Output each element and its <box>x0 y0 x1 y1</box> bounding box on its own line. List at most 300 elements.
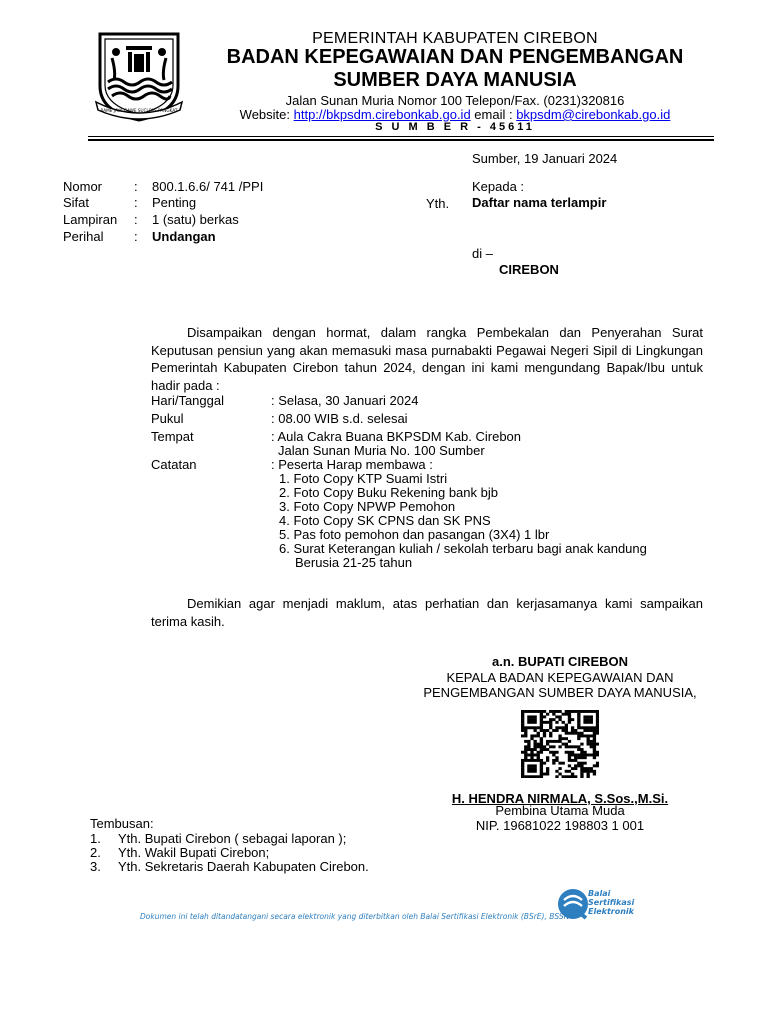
qr-module <box>555 751 558 754</box>
qr-module <box>565 743 568 746</box>
qr-module <box>583 721 586 724</box>
qr-module <box>546 756 549 759</box>
qr-module <box>593 754 596 757</box>
qr-module <box>530 775 533 778</box>
qr-module <box>587 737 590 740</box>
qr-module <box>590 715 593 718</box>
qr-module <box>583 762 586 765</box>
qr-module <box>583 756 586 759</box>
qr-module <box>540 740 543 743</box>
qr-module <box>558 737 561 740</box>
qr-module <box>596 721 599 724</box>
qr-module <box>533 740 536 743</box>
qr-module <box>571 767 574 770</box>
header-divider-thick <box>88 139 714 141</box>
qr-module <box>533 718 536 721</box>
qr-module <box>577 713 580 716</box>
qr-module <box>546 773 549 776</box>
tembusan-num: 1. <box>90 831 101 846</box>
qr-module <box>530 759 533 762</box>
qr-module <box>580 743 583 746</box>
qr-module <box>524 748 527 751</box>
qr-module <box>571 751 574 754</box>
qr-module <box>546 770 549 773</box>
qr-module <box>562 713 565 716</box>
detail-value-pukul: : 08.00 WIB s.d. selesai <box>271 411 408 426</box>
qr-module <box>540 724 543 727</box>
detail-value-tempat-2: Jalan Sunan Muria No. 100 Sumber <box>278 443 485 458</box>
qr-module <box>562 743 565 746</box>
qr-module <box>527 770 530 773</box>
qr-module <box>593 732 596 735</box>
signatory-nip: NIP. 19681022 198803 1 001 <box>475 818 645 833</box>
qr-module <box>593 710 596 713</box>
qr-module <box>524 732 527 735</box>
qr-module <box>533 754 536 757</box>
qr-module <box>593 748 596 751</box>
qr-module <box>577 726 580 729</box>
qr-module <box>571 729 574 732</box>
qr-module <box>583 718 586 721</box>
qr-module <box>593 745 596 748</box>
qr-module <box>590 745 593 748</box>
agency-name-line2: SUMBER DAYA MANUSIA <box>333 69 577 91</box>
qr-module <box>562 762 565 765</box>
qr-module <box>587 729 590 732</box>
qr-module <box>552 710 555 713</box>
qr-module <box>537 759 540 762</box>
qr-module <box>593 740 596 743</box>
qr-module <box>583 734 586 737</box>
qr-module <box>552 759 555 762</box>
qr-module <box>543 721 546 724</box>
qr-module <box>577 734 580 737</box>
qr-module <box>562 737 565 740</box>
qr-module <box>533 745 536 748</box>
qr-module <box>574 756 577 759</box>
qr-module <box>521 751 524 754</box>
qr-module <box>537 756 540 759</box>
qr-module <box>540 775 543 778</box>
meta-colon: : <box>134 229 138 244</box>
qr-module <box>524 745 527 748</box>
qr-module <box>574 732 577 735</box>
qr-module <box>590 721 593 724</box>
tembusan-item: Yth. Bupati Cirebon ( sebagai laporan ); <box>118 831 347 846</box>
qr-module <box>583 767 586 770</box>
qr-module <box>596 743 599 746</box>
website-label: Website: <box>239 107 294 122</box>
qr-module <box>565 775 568 778</box>
qr-module <box>568 756 571 759</box>
qr-module <box>521 775 524 778</box>
qr-module <box>537 743 540 746</box>
qr-module <box>540 710 543 713</box>
qr-module <box>549 726 552 729</box>
qr-module <box>546 721 549 724</box>
qr-module <box>552 754 555 757</box>
qr-module <box>587 718 590 721</box>
qr-module <box>540 762 543 765</box>
qr-module <box>587 726 590 729</box>
tembusan-item: Yth. Wakil Bupati Cirebon; <box>118 845 270 860</box>
qr-module <box>527 715 530 718</box>
qr-module <box>558 718 561 721</box>
qr-module <box>527 745 530 748</box>
qr-module <box>596 764 599 767</box>
qr-module <box>580 734 583 737</box>
qr-module <box>540 767 543 770</box>
qr-module <box>540 737 543 740</box>
qr-module <box>527 743 530 746</box>
qr-module <box>577 756 580 759</box>
qr-module <box>577 724 580 727</box>
qr-module <box>543 745 546 748</box>
qr-module <box>574 759 577 762</box>
closing-paragraph: Demikian agar menjadi maklum, atas perhatian dan kerjasamanya kami sampaikan terima kasih. <box>151 596 703 629</box>
signature-an: a.n. BUPATI CIREBON <box>491 654 629 669</box>
qr-module <box>577 732 580 735</box>
qr-module <box>527 754 530 757</box>
qr-module <box>574 754 577 757</box>
tembusan-num: 3. <box>90 859 101 874</box>
qr-module <box>574 764 577 767</box>
qr-module <box>540 748 543 751</box>
tembusan-num: 2. <box>90 845 101 860</box>
qr-module <box>552 751 555 754</box>
qr-module <box>596 710 599 713</box>
bsre-line2: Sertifikasi <box>588 898 635 907</box>
meta-label-lampiran: Lampiran <box>63 212 118 227</box>
qr-module <box>537 745 540 748</box>
qr-module <box>577 718 580 721</box>
qr-module <box>527 726 530 729</box>
qr-module <box>590 743 593 746</box>
email-link[interactable]: bkpsdm@cirebonkab.go.id <box>516 107 671 122</box>
qr-module <box>530 754 533 757</box>
qr-module <box>562 729 565 732</box>
qr-module <box>577 762 580 765</box>
qr-module <box>521 773 524 776</box>
qr-module <box>558 773 561 776</box>
qr-module <box>555 710 558 713</box>
qr-module <box>533 721 536 724</box>
qr-module <box>524 759 527 762</box>
e-signature-note: Dokumen ini telah ditandatangani secara elektronik yang diterbitkan oleh Balai Sertifikasi Elektronik (BSrE), BSSN <box>140 912 570 921</box>
qr-module <box>568 775 571 778</box>
qr-module <box>540 751 543 754</box>
qr-module <box>546 759 549 762</box>
bsre-line1: Balai <box>588 889 611 898</box>
qr-module <box>521 718 524 721</box>
meta-label-sifat: Sifat <box>63 195 90 210</box>
qr-module <box>580 773 583 776</box>
qr-module <box>521 713 524 716</box>
qr-module <box>596 713 599 716</box>
qr-module <box>530 756 533 759</box>
qr-module <box>580 770 583 773</box>
qr-module <box>533 764 536 767</box>
recipient-yth: Yth. <box>426 196 450 211</box>
qr-module <box>549 710 552 713</box>
qr-module <box>583 754 586 757</box>
qr-module <box>590 770 593 773</box>
list-item-continuation: Berusia 21-25 tahun <box>295 555 413 570</box>
qr-module <box>530 734 533 737</box>
detail-label-tempat: Tempat <box>151 429 194 444</box>
qr-module <box>565 770 568 773</box>
qr-module <box>540 759 543 762</box>
qr-module <box>530 726 533 729</box>
qr-module <box>521 726 524 729</box>
meta-value-perihal: Undangan <box>152 229 216 244</box>
qr-module <box>568 740 571 743</box>
qr-module <box>558 762 561 765</box>
qr-module <box>527 775 530 778</box>
qr-module <box>537 726 540 729</box>
qr-module <box>571 718 574 721</box>
qr-module <box>583 729 586 732</box>
qr-module <box>546 740 549 743</box>
qr-module <box>524 751 527 754</box>
detail-value-tempat: : Aula Cakra Buana BKPSDM Kab. Cirebon <box>271 429 522 444</box>
qr-module <box>527 740 530 743</box>
qr-module <box>524 754 527 757</box>
qr-module <box>540 715 543 718</box>
qr-module <box>587 770 590 773</box>
qr-module <box>543 773 546 776</box>
qr-module <box>533 759 536 762</box>
recipient-city: CIREBON <box>499 262 559 277</box>
email-label: email : <box>470 107 517 122</box>
place-date: Sumber, 19 Januari 2024 <box>472 151 618 166</box>
qr-module <box>530 767 533 770</box>
list-item: 5. Pas foto pemohon dan pasangan (3X4) 1 lbr <box>279 527 550 542</box>
qr-module <box>540 718 543 721</box>
qr-module <box>565 732 568 735</box>
header-divider <box>88 136 714 137</box>
qr-module <box>593 764 596 767</box>
qr-module <box>521 767 524 770</box>
qr-module <box>537 754 540 757</box>
qr-module <box>565 726 568 729</box>
qr-module <box>590 729 593 732</box>
qr-module <box>533 775 536 778</box>
qr-module <box>549 724 552 727</box>
qr-module <box>558 740 561 743</box>
qr-module <box>540 773 543 776</box>
qr-module <box>549 740 552 743</box>
qr-module <box>571 773 574 776</box>
qr-module <box>555 775 558 778</box>
qr-module <box>587 754 590 757</box>
qr-module <box>565 724 568 727</box>
qr-module <box>543 710 546 713</box>
qr-module <box>593 737 596 740</box>
qr-module <box>533 767 536 770</box>
qr-module <box>587 710 590 713</box>
qr-module <box>574 775 577 778</box>
list-item: 2. Foto Copy Buku Rekening bank bjb <box>279 485 498 500</box>
qr-module <box>568 718 571 721</box>
qr-module <box>555 729 558 732</box>
qr-module <box>527 764 530 767</box>
qr-module <box>530 770 533 773</box>
qr-module <box>587 775 590 778</box>
qr-module <box>533 729 536 732</box>
qr-module <box>540 764 543 767</box>
postal-code: S U M B E R - 45611 <box>375 121 535 133</box>
qr-module <box>596 715 599 718</box>
qr-module <box>571 754 574 757</box>
qr-module <box>568 713 571 716</box>
qr-module <box>524 710 527 713</box>
qr-module <box>533 726 536 729</box>
qr-module <box>593 756 596 759</box>
qr-module <box>587 773 590 776</box>
qr-module <box>580 751 583 754</box>
qr-module <box>530 721 533 724</box>
qr-module <box>537 732 540 735</box>
qr-module <box>537 734 540 737</box>
qr-module <box>533 715 536 718</box>
qr-module <box>577 715 580 718</box>
qr-module <box>568 764 571 767</box>
qr-module <box>568 745 571 748</box>
qr-module <box>568 751 571 754</box>
qr-module <box>587 767 590 770</box>
meta-label-perihal: Perihal <box>63 229 104 244</box>
qr-module <box>593 734 596 737</box>
qr-module <box>580 764 583 767</box>
qr-module <box>555 726 558 729</box>
agency-contact <box>190 107 720 122</box>
qr-module <box>540 721 543 724</box>
qr-module <box>555 770 558 773</box>
qr-module <box>577 710 580 713</box>
qr-module <box>587 734 590 737</box>
qr-module <box>546 743 549 746</box>
qr-module <box>565 751 568 754</box>
qr-module <box>580 756 583 759</box>
qr-module <box>530 751 533 754</box>
qr-module <box>533 710 536 713</box>
meta-value-nomor: 800.1.6.6/ 741 /PPI <box>152 179 264 194</box>
qr-module <box>552 729 555 732</box>
qr-module <box>593 751 596 754</box>
bsre-logo <box>556 886 646 924</box>
qr-module <box>552 745 555 748</box>
qr-module <box>533 770 536 773</box>
qr-module <box>583 726 586 729</box>
signatory-name: H. HENDRA NIRMALA, S.Sos.,M.Si. <box>451 791 669 806</box>
tembusan-item: Yth. Sekretaris Daerah Kabupaten Cirebon. <box>118 859 369 874</box>
qr-module <box>565 713 568 716</box>
qr-module <box>524 729 527 732</box>
meta-value-lampiran: 1 (satu) berkas <box>152 212 239 227</box>
qr-module <box>580 762 583 765</box>
qr-module <box>565 710 568 713</box>
qr-module <box>596 729 599 732</box>
qr-module <box>565 729 568 732</box>
qr-module <box>568 715 571 718</box>
qr-module <box>540 713 543 716</box>
qr-module <box>568 732 571 735</box>
qr-module <box>571 732 574 735</box>
qr-module <box>580 775 583 778</box>
qr-module <box>558 726 561 729</box>
qr-module <box>543 748 546 751</box>
list-item: 6. Surat Keterangan kuliah / sekolah terbaru bagi anak kandung <box>279 541 647 556</box>
qr-module <box>524 740 527 743</box>
qr-module <box>590 726 593 729</box>
qr-module <box>593 773 596 776</box>
qr-module <box>524 726 527 729</box>
recipient-di: di – <box>472 246 493 261</box>
qr-module <box>546 729 549 732</box>
qr-module <box>546 713 549 716</box>
qr-module <box>583 770 586 773</box>
qr-module <box>574 710 577 713</box>
qr-module <box>596 718 599 721</box>
qr-module <box>521 770 524 773</box>
qr-module <box>558 745 561 748</box>
qr-module <box>552 718 555 721</box>
qr-module <box>596 724 599 727</box>
qr-module <box>571 710 574 713</box>
qr-module <box>574 745 577 748</box>
meta-value-sifat: Penting <box>152 195 197 210</box>
qr-module <box>521 715 524 718</box>
qr-module <box>583 710 586 713</box>
qr-module <box>530 715 533 718</box>
qr-module <box>587 743 590 746</box>
qr-module <box>533 734 536 737</box>
qr-module <box>596 751 599 754</box>
qr-module <box>540 726 543 729</box>
qr-module <box>530 710 533 713</box>
qr-module <box>552 740 555 743</box>
qr-module <box>596 732 599 735</box>
qr-module <box>533 748 536 751</box>
qr-module <box>540 770 543 773</box>
recipient-kepada: Kepada : <box>472 179 525 194</box>
qr-module <box>590 734 593 737</box>
qr-module <box>549 745 552 748</box>
detail-label-pukul: Pukul <box>151 411 184 426</box>
qr-module <box>568 721 571 724</box>
qr-module <box>540 745 543 748</box>
list-item: 3. Foto Copy NPWP Pemohon <box>279 499 456 514</box>
qr-module <box>580 726 583 729</box>
website-link[interactable]: http://bkpsdm.cirebonkab.go.id <box>293 107 471 122</box>
svg-text:RAME JAYA GAWE SUCI PAS PANGKA: RAME JAYA GAWE SUCI PAS PANGKAT <box>100 108 178 113</box>
qr-module <box>562 726 565 729</box>
qr-module <box>549 751 552 754</box>
qr-module <box>540 729 543 732</box>
qr-module <box>543 732 546 735</box>
qr-module <box>583 715 586 718</box>
qr-module <box>590 767 593 770</box>
qr-module <box>593 770 596 773</box>
agency-name: BADAN KEPEGAWAIAN DAN PENGEMBANGAN <box>226 46 684 68</box>
qr-module <box>521 734 524 737</box>
qr-module <box>568 759 571 762</box>
qr-module <box>552 713 555 716</box>
qr-module <box>537 751 540 754</box>
qr-module <box>558 715 561 718</box>
qr-module <box>524 775 527 778</box>
